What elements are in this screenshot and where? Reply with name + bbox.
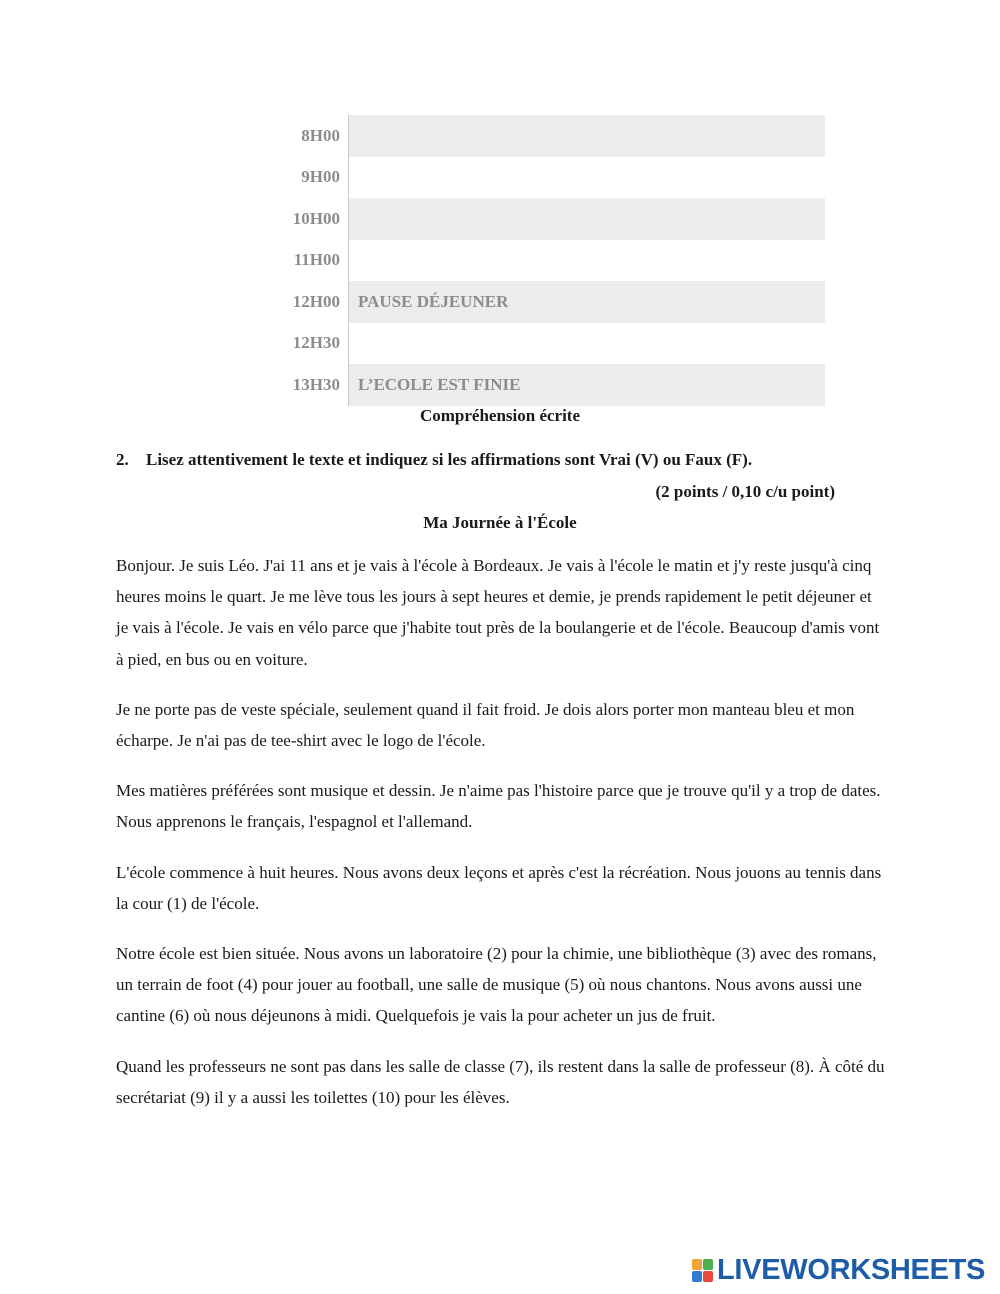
schedule-activity [349, 115, 826, 157]
logo-text: LIVEWORKSHEETS [717, 1253, 986, 1286]
schedule-row [280, 281, 825, 323]
schedule-row [280, 198, 825, 240]
schedule-row [280, 240, 825, 282]
text-title: Ma Journée à l'École [423, 513, 577, 532]
liveworksheets-logo [692, 1252, 985, 1288]
schedule-time: 12H30 [280, 323, 349, 365]
reading-text [116, 550, 886, 1132]
paragraph: Notre école est bien située. Nous avons un laboratoire (2) pour la chimie, une bibliothèque (3) avec des romans, un terrain de foot (4) pour jouer au football, une salle de musique (5) où nous chantons. Nous avons aussi une cantine (6) où nous déjeunons à midi. Quelquefois je vais la pour acheter un jus de fruit. [116, 944, 877, 1026]
paragraph: L'école commence à huit heures. Nous avons deux leçons et après c'est la récréation. Nous jouons au tennis dans la cour (1) de l'école. [116, 862, 882, 913]
schedule-time: 10H00 [280, 198, 349, 240]
question-instruction [116, 450, 752, 470]
section-title: Compréhension écrite [419, 406, 581, 425]
paragraph: Bonjour. Je suis Léo. J'ai 11 ans et je vais à l'école à Bordeaux. Je vais à l'école le matin et j'y reste jusqu'à cinq heures moins le quart. Je me lève tous les jours à sept heures et demie, je prends rapidement le petit déjeuner et je vais à l'école. Je vais en vélo parce que j'habite tout près de la boulangerie et de l'école. Beaucoup d'amis vont à pied, en bus ou en voiture. [116, 556, 880, 669]
schedule-row [280, 115, 825, 157]
paragraph: Quand les professeurs ne sont pas dans les salle de classe (7), ils restent dans la salle de professeur (8). À côté du secrétariat (9) il y a aussi les toilettes (10) pour les élèves. [116, 1056, 885, 1107]
schedule-activity: PAUSE DÉJEUNER [349, 281, 826, 323]
paragraph: Je ne porte pas de veste spéciale, seulement quand il fait froid. Je dois alors porter mon manteau bleu et mon écharpe. Je n'ai pas de tee-shirt avec le logo de l'école. [116, 699, 855, 751]
schedule-time: 13H30 [280, 364, 349, 406]
paragraph: Mes matières préférées sont musique et dessin. Je n'aime pas l'histoire parce que je trouve qu'il y a trop de dates. Nous apprenons le français, l'espagnol et l'allemand. [116, 781, 881, 832]
schedule-activity [349, 198, 826, 240]
schedule-row [280, 157, 825, 199]
question-text: Lisez attentivement le texte et indiquez si les affirmations sont Vrai (V) ou Faux (F). [146, 450, 753, 469]
points-note: (2 points / 0,10 c/u point) [655, 482, 835, 501]
schedule-time: 11H00 [280, 240, 349, 282]
schedule-table [280, 115, 825, 406]
schedule-time: 9H00 [280, 157, 349, 199]
schedule-time: 12H00 [280, 281, 349, 323]
schedule-activity [349, 157, 826, 199]
liveworksheets-logo-icon [692, 1259, 713, 1282]
schedule-row [280, 364, 825, 406]
schedule-activity: L’ECOLE EST FINIE [349, 364, 826, 406]
schedule-activity [349, 240, 826, 282]
schedule-row [280, 323, 825, 365]
question-number: 2. [116, 450, 129, 469]
schedule-activity [349, 323, 826, 365]
schedule-time: 8H00 [280, 115, 349, 157]
